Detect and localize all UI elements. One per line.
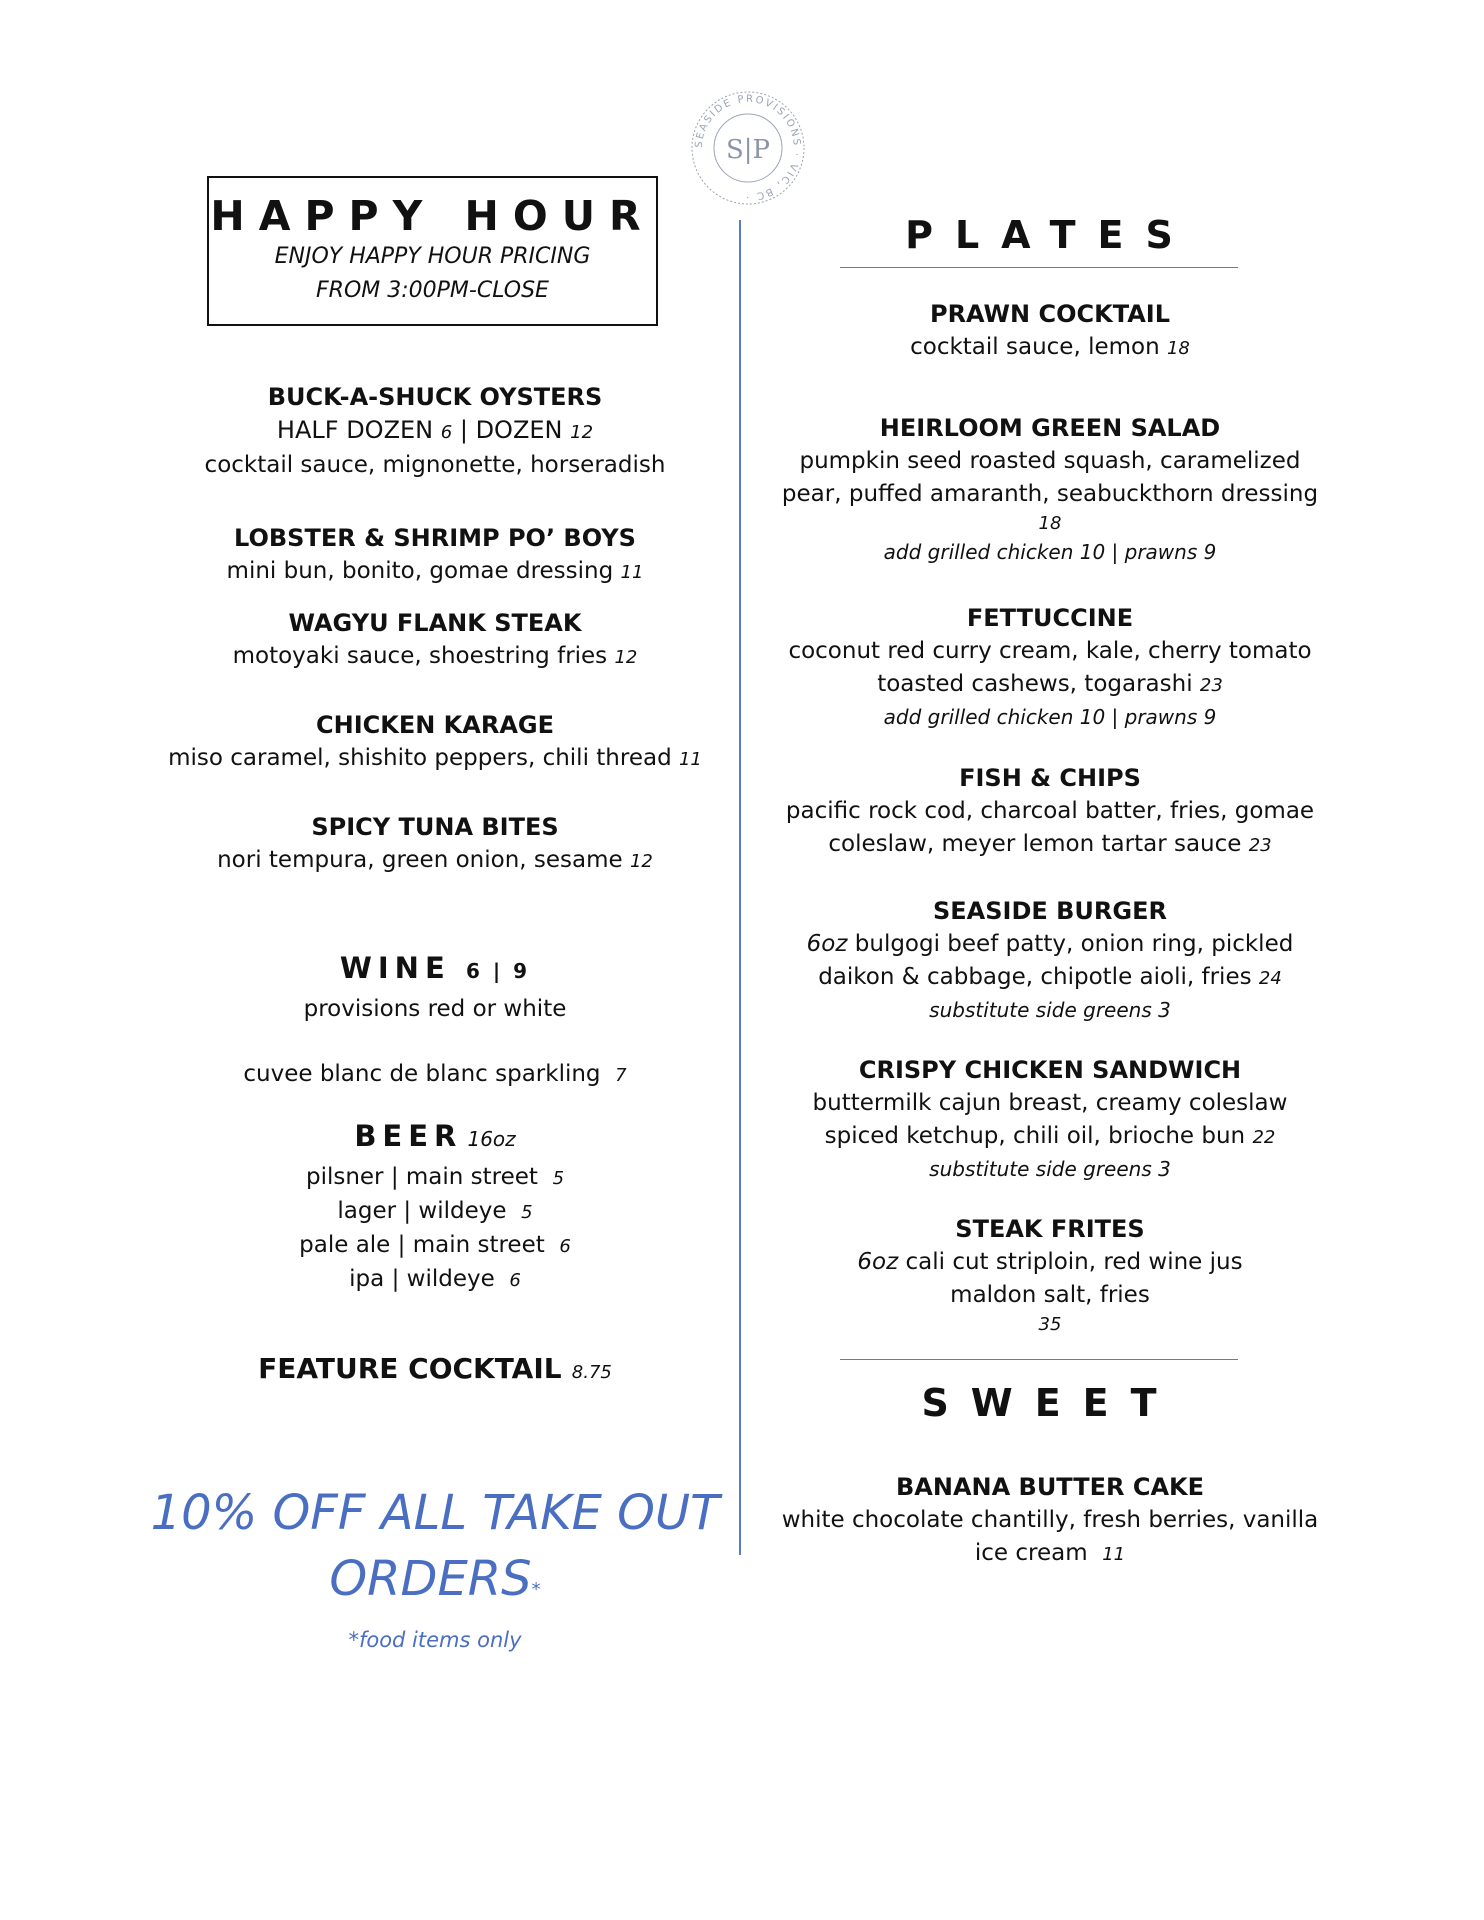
plates-title: PLATES bbox=[905, 213, 1195, 257]
menu-item-oysters: BUCK-A-SHUCK OYSTERS HALF DOZEN 6 | DOZEN 12 cocktail sauce, mignonette, horseradish bbox=[204, 383, 666, 478]
plate-fish-chips: FISH & CHIPS pacific rock cod, charcoal batter, fries, gomae coleslaw, meyer lemon tartar sauce 23 bbox=[785, 764, 1315, 857]
happy-hour-line2: FROM 3:00PM-CLOSE bbox=[316, 278, 549, 303]
beer-item: lager | wildeye 5 bbox=[337, 1198, 533, 1224]
plate-heirloom-salad: HEIRLOOM GREEN SALAD pumpkin seed roasted squash, caramelized pear, puffed amaranth, seabuckthorn dressing 18 add grilled chicken 10 | prawns 9 bbox=[781, 414, 1319, 564]
beer-item: ipa | wildeye 6 bbox=[349, 1266, 521, 1292]
sweet-title: SWEET bbox=[921, 1381, 1179, 1425]
sweet-rule bbox=[840, 1359, 1238, 1360]
happy-hour-box bbox=[207, 176, 658, 326]
beer-item: pilsner | main street 5 bbox=[305, 1164, 565, 1190]
plate-fettuccine: FETTUCCINE coconut red curry cream, kale, cherry tomato toasted cashews, togarashi 23 add grilled chicken 10 | prawns 9 bbox=[788, 604, 1312, 729]
happy-hour-title: HAPPY HOUR bbox=[210, 192, 655, 240]
beer-section: BEER 16oz pilsner | main street 5 lager | wildeye 5 pale ale | main street 6 ipa | wildeye 6 bbox=[150, 1116, 720, 1297]
menu-item-karage: CHICKEN KARAGE miso caramel, shishito peppers, chili thread 11 bbox=[168, 711, 702, 771]
beer-title: BEER bbox=[354, 1119, 463, 1153]
plate-steak-frites: STEAK FRITES 6oz cali cut striploin, red wine jus maldon salt, fries 35 bbox=[857, 1215, 1243, 1335]
menu-item-wagyu: WAGYU FLANK STEAK motoyaki sauce, shoestring fries 12 bbox=[232, 609, 638, 669]
wine-title: WINE bbox=[339, 951, 451, 985]
plate-seaside-burger: SEASIDE BURGER 6oz bulgogi beef patty, onion ring, pickled daikon & cabbage, chipotle aioli, fries 24 substitute side greens 3 bbox=[806, 897, 1294, 1022]
seaside-provisions-logo bbox=[688, 88, 808, 208]
plate-prawn-cocktail: PRAWN COCKTAIL cocktail sauce, lemon 18 bbox=[910, 300, 1190, 360]
svg-text:S|P: S|P bbox=[725, 135, 771, 165]
sweet-banana-cake: BANANA BUTTER CAKE white chocolate chantilly, fresh berries, vanilla ice cream 11 bbox=[781, 1473, 1319, 1566]
wine-section: WINE 6 | 9 provisions red or white cuvee blanc de blanc sparkling 7 bbox=[243, 951, 627, 1087]
happy-hour-line1: ENJOY HAPPY HOUR PRICING bbox=[274, 244, 591, 269]
takeout-promo: 10% OFF ALL TAKE OUT ORDERS* *food items only bbox=[150, 1485, 720, 1652]
plates-rule bbox=[840, 267, 1238, 268]
feature-cocktail: FEATURE COCKTAIL 8.75 bbox=[258, 1352, 612, 1385]
svg-text:SEASIDE PROVISIONS · VIC, BC ·: SEASIDE PROVISIONS · VIC, BC · bbox=[693, 93, 803, 203]
plate-crispy-chicken: CRISPY CHICKEN SANDWICH buttermilk cajun breast, creamy coleslaw spiced ketchup, chili oil, brioche bun 22 substitute side greens 3 bbox=[812, 1056, 1288, 1181]
column-divider bbox=[739, 220, 741, 1555]
beer-item: pale ale | main street 6 bbox=[299, 1232, 571, 1258]
wine-price: 6 | 9 bbox=[466, 959, 531, 983]
menu-item-po-boys: LOBSTER & SHRIMP PO’ BOYS mini bun, bonito, gomae dressing 11 bbox=[226, 524, 644, 584]
menu-item-tuna: SPICY TUNA BITES nori tempura, green onion, sesame 12 bbox=[217, 813, 653, 873]
